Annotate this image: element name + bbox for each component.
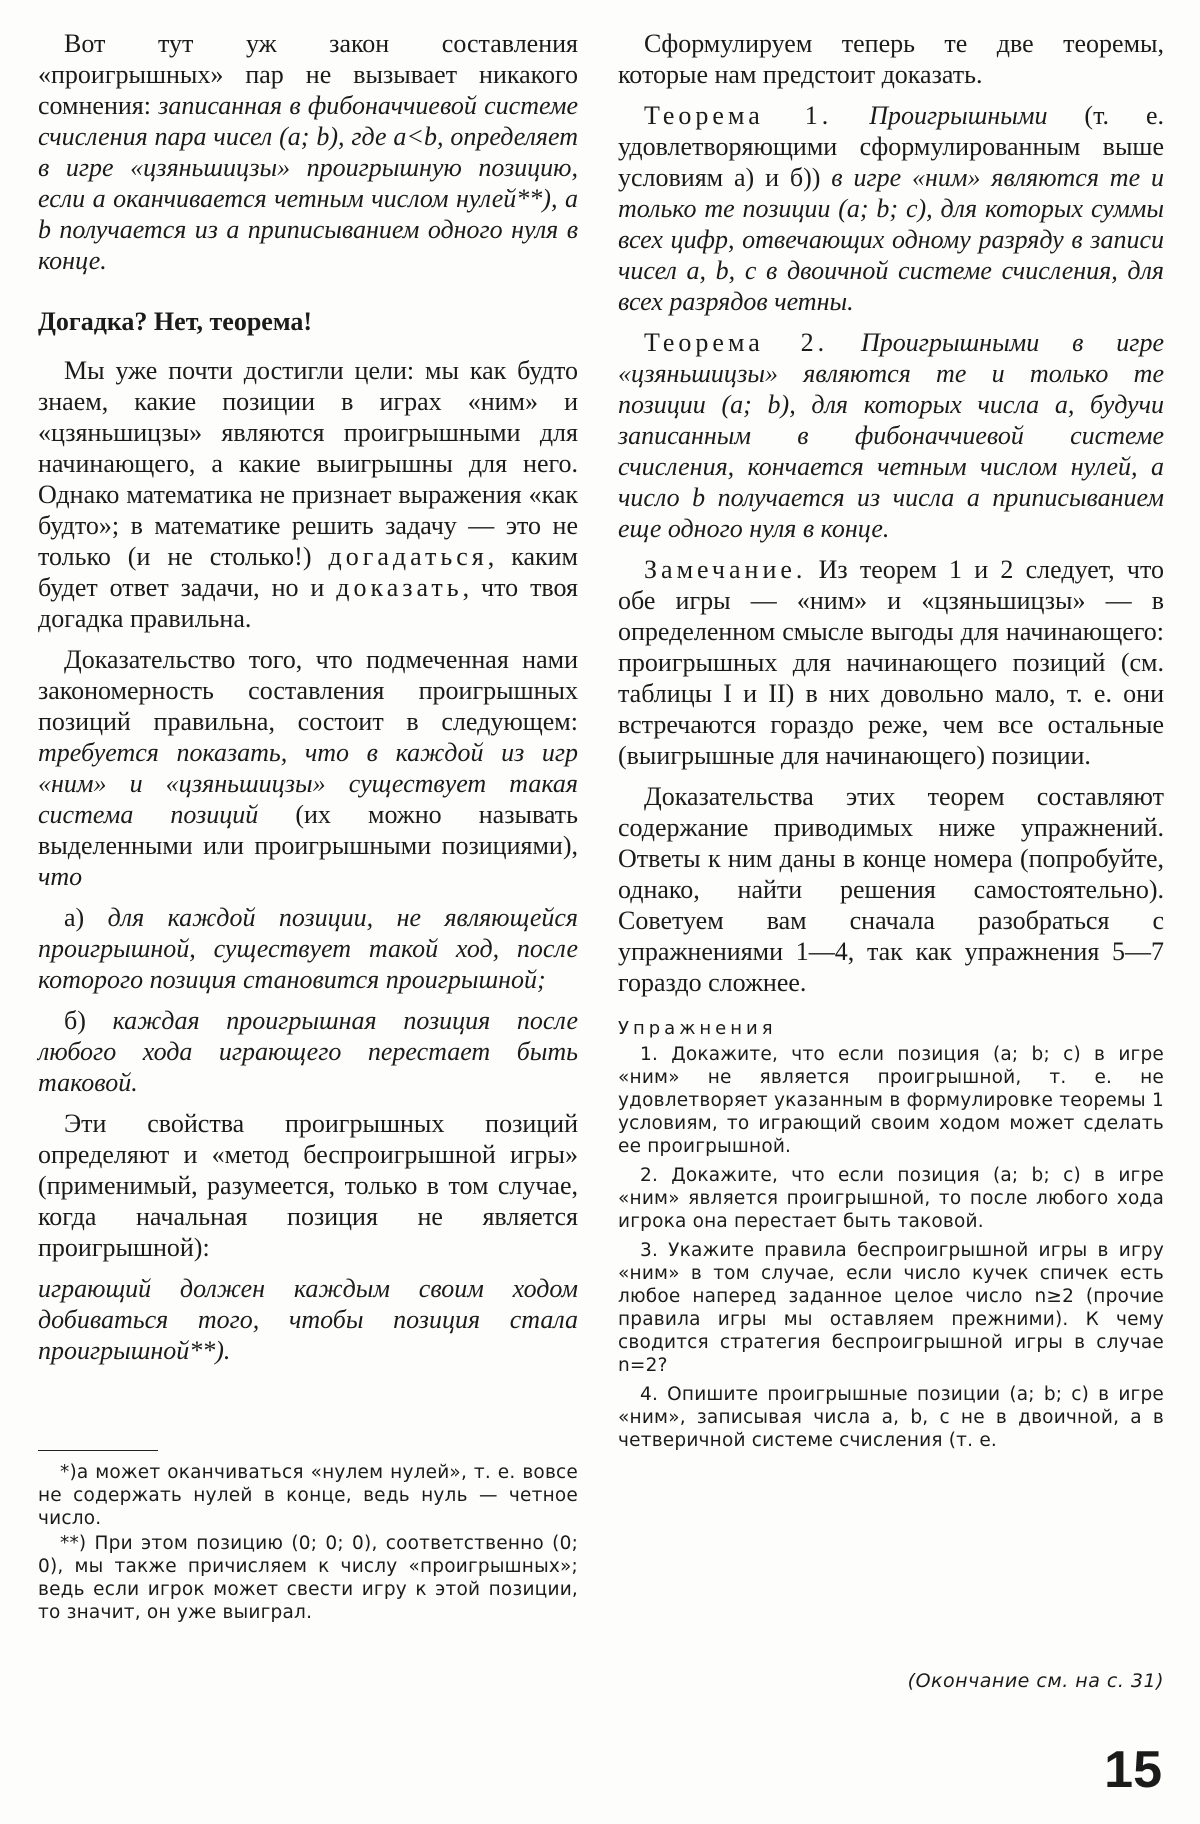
paragraph-theorems-intro: Сформулируем теперь те две теоремы, которые нам предстоит доказать. bbox=[618, 29, 1164, 89]
page-number: 15 bbox=[1104, 1741, 1162, 1799]
exercises-heading: Упражнения bbox=[618, 1018, 777, 1039]
exercise-4: 4. Опишите проигрышные позиции (a; b; c) в игре «ним», записывая числа a, b, c не в двоичной, а в четверичной системе счисления (т. е. bbox=[618, 1384, 1164, 1451]
fibonacci-rule-statement: записанная в фибоначчиевой системе счисления пара чисел (a; b), где a<b, определяет в игре «цзяньшицзы» проигрышную позицию, если a оканчивается четным числом нулей**), a b получается из a приписыванием одного нуля в конце. bbox=[38, 91, 578, 275]
exercise-2: 2. Докажите, что если позиция (a; b; c) в игре «ним» является проигрышной, то после любого хода игрока она перестает быть таковой. bbox=[618, 1165, 1164, 1232]
remark-label: Замечание. bbox=[644, 555, 807, 584]
theorem-1-label: Теорема 1. bbox=[644, 101, 833, 130]
footnote-1: *)a может оканчиваться «нулем нулей», т. е. вовсе не содержать нулей в конце, ведь нуль — четное число. bbox=[38, 1462, 578, 1529]
footnote-divider bbox=[38, 1450, 158, 1451]
emphasis-guess: догадаться bbox=[328, 542, 488, 571]
paragraph-proof: Доказательство того, что подмеченная нами закономерность составления проигрышных позиций правильна, состоит в следующем: требуется показать, что в каждой из игр «ним» и «цзяньшицзы» существует такая система позиций (их можно называть выделенными или проигрышными позициями), что bbox=[38, 645, 578, 891]
footnote-2: **) При этом позицию (0; 0; 0), соответственно (0; 0), мы также причисляем к числу «проигрышных»; ведь если игрок может свести игру к этой позиции, то значит, он уже выиграл. bbox=[38, 1533, 578, 1623]
continuation-note: (Окончание см. на с. 31) bbox=[907, 1670, 1164, 1692]
left-column bbox=[38, 28, 578, 1626]
condition-b: б) каждая проигрышная позиция после любого хода играющего перестает быть таковой. bbox=[38, 1006, 578, 1097]
method-statement: играющий должен каждым своим ходом добиваться того, чтобы позиция стала проигрышной**). bbox=[38, 1274, 578, 1365]
theorem-2: Теорема 2. Проигрышными в игре «цзяньшицзы» являются те и только те позиции (a; b), для которых числа a, будучи записанным в фибоначчиевой системе счисления, кончается четным числом нулей, а число b получается из числа a приписыванием еще одного нуля в конце. bbox=[618, 328, 1164, 543]
exercise-1: 1. Докажите, что если позиция (a; b; c) в игре «ним» не является проигрышной, т. е. не удовлетворяет указанным в формулировке теоремы 1 условиям, то играющий своим ходом может сделать ее проигрышной. bbox=[618, 1044, 1164, 1157]
section-title: Догадка? Нет, теорема! bbox=[38, 307, 313, 336]
remark: Замечание. Из теорем 1 и 2 следует, что обе игры — «ним» и «цзяньшицзы» — в определенном смысле выгоды для начинающего: проигрышных для начинающего позиций (см. таблицы I и II) в них довольно мало, т. е. они встречаются гораздо реже, чем все остальные (выигрышные для начинающего) позиции. bbox=[618, 555, 1164, 770]
paragraph-intro: Вот тут уж закон составления «проигрышных» пар не вызывает никакого сомнения: записанная в фибоначчиевой системе счисления пара чисел (a; b), где a<b, определяет в игре «цзяньшицзы» проигрышную позицию, если a оканчивается четным числом нулей**), a b получается из a приписыванием одного нуля в конце. bbox=[38, 29, 578, 275]
condition-a: а) для каждой позиции, не являющейся проигрышной, существует такой ход, после которого позиция становится проигрышной; bbox=[38, 903, 579, 994]
theorem-1: Теорема 1. Проигрышными (т. е. удовлетворяющими сформулированным выше условиям а) и б)) в игре «ним» являются те и только те позиции (a; b; c), для которых суммы всех цифр, отвечающих одному разряду в записи чисел a, b, c в двоичной системе счисления, для всех разрядов четны. bbox=[618, 101, 1164, 316]
exercise-3: 3. Укажите правила беспроигрышной игры в игру «ним» в том случае, если число кучек спичек есть любое наперед заданное целое число n≥2 (прочие правила игры мы оставляем прежними). К чему сводится стратегия беспроигрышной игры в случае n=2? bbox=[618, 1240, 1164, 1376]
emphasis-prove: доказать bbox=[336, 573, 463, 602]
paragraph-guess: Мы уже почти достигли цели: мы как будто знаем, какие позиции в играх «ним» и «цзяньшицзы» являются проигрышными для начинающего, а какие выигрышны для него. Однако математика не признает выражения «как будто»; в математике решить задачу — это не только (и не столько!) догадаться, каким будет ответ задачи, но и доказать, что твоя догадка правильна. bbox=[38, 356, 578, 633]
right-column bbox=[618, 28, 1164, 1458]
paragraph-method: Эти свойства проигрышных позиций определяют и «метод беспроигрышной игры» (применимый, разумеется, только в том случае, когда начальная позиция не является проигрышной): bbox=[38, 1109, 578, 1262]
paragraph-exercises-intro: Доказательства этих теорем составляют содержание приводимых ниже упражнений. Ответы к ним даны в конце номера (попробуйте, однако, найти решения самостоятельно). Советуем вам сначала разобраться с упражнениями 1—4, так как упражнения 5—7 гораздо сложнее. bbox=[618, 782, 1164, 997]
theorem-2-label: Теорема 2. bbox=[644, 328, 829, 357]
